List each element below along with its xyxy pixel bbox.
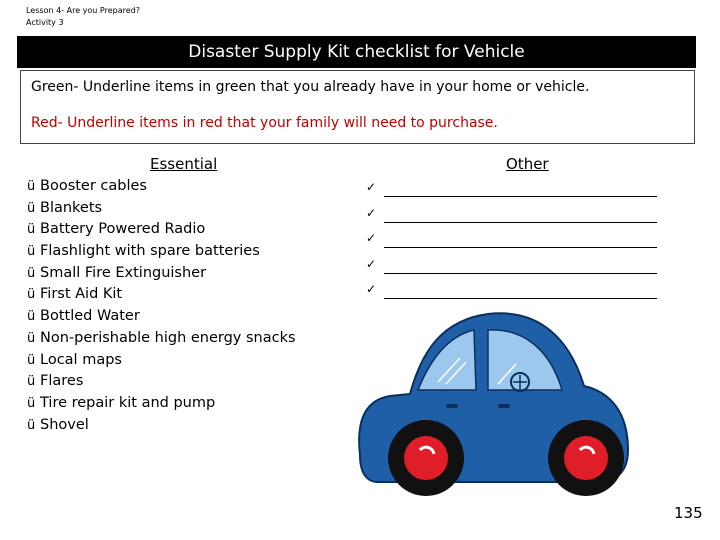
item-label: First Aid Kit — [40, 286, 123, 303]
list-item — [27, 350, 296, 372]
blank-line — [384, 247, 657, 248]
item-label: Booster cables — [40, 178, 147, 194]
list-item — [27, 219, 296, 241]
item-label: Local maps — [40, 351, 122, 368]
checkmark-icon: ü — [27, 179, 36, 194]
checkmark-icon: ✓ — [366, 231, 377, 245]
list-item — [27, 415, 296, 437]
list-item — [27, 306, 296, 328]
checkmark-icon: ü — [27, 395, 36, 411]
instructions-box — [20, 70, 695, 144]
list-item — [27, 176, 296, 198]
lesson-title: Lesson 4- Are you Prepared? — [26, 6, 140, 15]
list-item — [27, 241, 296, 263]
other-heading: Other — [506, 155, 549, 173]
item-label: Flares — [40, 373, 84, 390]
checkmark-icon: ü — [27, 330, 36, 346]
door-handle — [498, 404, 510, 408]
checkmark-icon: ü — [27, 309, 36, 325]
item-label: Tire repair kit and pump — [40, 394, 216, 411]
green-instruction: Green- Underline items in green that you already have in your home or vehicle. — [31, 79, 590, 95]
list-item — [27, 263, 296, 285]
item-label: Flashlight with spare batteries — [40, 243, 260, 260]
checkmark-icon: ü — [27, 244, 36, 260]
item-label: Bottled Water — [40, 308, 140, 325]
item-label: Small Fire Extinguisher — [40, 264, 207, 281]
car-illustration — [348, 300, 634, 500]
checkmark-icon: ✓ — [366, 180, 377, 194]
checkmark-icon: ü — [27, 222, 36, 238]
checkmark-icon: ü — [27, 352, 36, 368]
list-item — [27, 198, 296, 220]
blank-line — [384, 298, 657, 299]
blank-line — [384, 222, 657, 223]
checkmark-icon: ü — [27, 417, 36, 433]
checkmark-icon: ü — [27, 287, 36, 303]
list-item — [27, 371, 296, 393]
list-item — [27, 393, 296, 415]
item-label: Shovel — [40, 416, 89, 433]
front-wheel — [548, 420, 624, 496]
activity-label: Activity 3 — [26, 18, 64, 27]
checkmark-icon: ✓ — [366, 282, 377, 296]
checklist-title: Disaster Supply Kit checklist for Vehicle — [17, 36, 696, 68]
checkmark-icon: ü — [27, 265, 36, 281]
checkmark-icon: ✓ — [366, 256, 377, 271]
blank-line — [384, 273, 657, 274]
rear-wheel — [388, 420, 464, 496]
lesson-header — [26, 5, 140, 29]
door-handle — [446, 404, 458, 408]
checkmark-icon: ü — [27, 200, 36, 216]
list-item — [27, 284, 296, 306]
item-label: Non-perishable high energy snacks — [40, 329, 296, 346]
page-number: 135 — [674, 504, 703, 522]
checkmark-icon: ü — [27, 374, 36, 390]
essential-heading: Essential — [150, 155, 218, 173]
blank-line — [384, 196, 657, 197]
checkmark-icon: ✓ — [366, 205, 377, 220]
essential-list — [27, 176, 296, 436]
list-item — [27, 328, 296, 350]
red-instruction: Red- Underline items in red that your family will need to purchase. — [31, 115, 498, 131]
item-label: Battery Powered Radio — [40, 221, 206, 238]
item-label: Blankets — [40, 199, 103, 216]
